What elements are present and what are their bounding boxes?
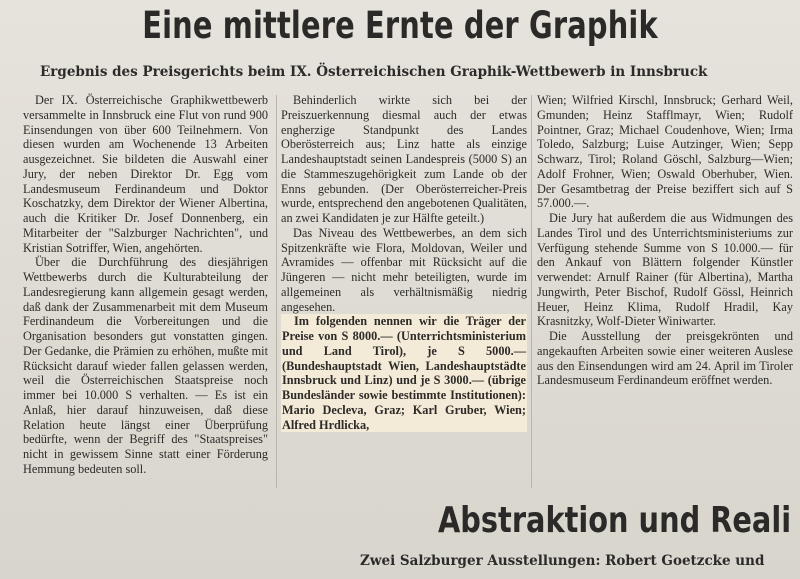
paragraph: Die Jury hat außerdem die aus Widmungen des Landes Tirol und des Unterrichtsministeriums zur Verfügung stehende Summe von S 10.000.— für den Ankauf von Blättern folgender Künstler verwendet: Arnulf Rainer (für Albertina), Martha Jungwirth, Peter Bischof, Rudolf Gössl, Heinrich Heuer, Heinz Klima, Rudolf Hradil, Kay Krasnitzky, Wolf-Dieter Winiwarter. <box>537 211 793 329</box>
article-headline: Eine mittlere Ernte der Graphik <box>142 4 658 47</box>
paragraph: Behinderlich wirkte sich bei der Preiszuerkennung diesmal auch der etwas engherzige Standpunkt des Landes Oberösterreich aus; Linz hatte als einzige Landeshauptstadt seinen Landespreis (5000 S) an die Stammeszugehörigkeit zum Lande ob der Enns gebunden. (Der Oberösterreicher-Preis wurde, entsprechend den angebotenen Qualitäten, an zwei Kandidaten je zur Hälfte geteilt.) <box>281 93 527 225</box>
column-divider <box>531 95 532 488</box>
article-column-3 <box>537 93 793 388</box>
next-article-headline: Abstraktion und Reali <box>438 500 792 541</box>
paragraph: Das Niveau des Wettbewerbes, an dem sich Spitzenkräfte wie Flora, Moldovan, Weiler und Avramides — offenbar mit Rücksicht auf die Jüngeren — nicht mehr beteiligten, wurde im allgemeinen als verhältnismäßig niedrig angesehen. <box>281 225 527 314</box>
paragraph: Die Ausstellung der preisgekrönten und angekauften Arbeiten sowie einer weiteren Auslese aus den Einsendungen wird am 24. April im Tiroler Landesmuseum Ferdinandeum eröffnet werden. <box>537 329 793 388</box>
paragraph: Der IX. Österreichische Graphikwettbewerb versammelte in Innsbruck eine Flut von rund 900 Einsendungen von über 600 Teilnehmern. Von diesen wurden am Wochenende 13 Arbeiten ausgezeichnet. Sie bildeten die Auswahl einer Jury, der neben Direktor Dr. Egg vom Landesmuseum Ferdinandeum und Doktor Koschatzky, dem Direktor der Wiener Albertina, auch die Kritiker Dr. Josef Donnenberg, ein Mitarbeiter der "Salzburger Nachrichten", und Kristian Sotriffer, Wien, angehörten. <box>23 93 268 255</box>
article-column-2 <box>281 93 527 432</box>
article-subheadline: Ergebnis des Preisgerichts beim IX. Österreichischen Graphik-Wettbewerb in Innsbruck <box>40 64 708 80</box>
next-article-subheadline: Zwei Salzburger Ausstellungen: Robert Goetzcke und <box>360 553 765 569</box>
paragraph: Über die Durchführung des diesjährigen Wettbewerbs durch die Kulturabteilung der Landesregierung kann allgemein gesagt werden, daß dank der Zusammenarbeit mit dem Museum Ferdinandeum die Vorbereitungen und die Organisation besonders gut vonstatten gingen. Der Gedanke, die Prämien zu erhöhen, mußte mit Rücksicht darauf wieder fallen gelassen werden, weil die Österreichischen Staatspreise noch immer bei 10.000 S verhalten. — Es ist ein Anlaß, hier darauf hinzuweisen, daß diese Relation heute längst einer Überprüfung bedürfte, wenn der Begriff des "Staatspreises" nicht in gewissem Sinne statt einer Förderung Hemmung bedeuten soll. <box>23 255 268 476</box>
highlighted-paragraph: Im folgenden nennen wir die Träger der Preise von S 8000.— (Unterrichtsministerium und Land Tirol), je S 5000.— (Bundeshauptstadt Wien, Landeshauptstädte Innsbruck und Linz) und je S 3000.— (übrige Bundesländer sowie bestimmte Institutionen): Mario Decleva, Graz; Karl Gruber, Wien; Alfred Hrdlicka, <box>282 314 526 432</box>
paragraph: Wien; Wilfried Kirschl, Innsbruck; Gerhard Weil, Gmunden; Heinz Stafflmayr, Wien; Rudolf Pointner, Graz; Michael Coudenhove, Wien; Irma Toledo, Salzburg; Luise Autzinger, Wien; Sepp Schwarz, Tirol; Roland Göschl, Salzburg—Wien; Adolf Frohner, Wien; Oswald Oberhuber, Wien. Der Gesamtbetrag der Preise beziffert sich auf S 57.000.—. <box>537 93 793 211</box>
article-column-1 <box>23 93 268 477</box>
column-divider <box>276 95 277 488</box>
